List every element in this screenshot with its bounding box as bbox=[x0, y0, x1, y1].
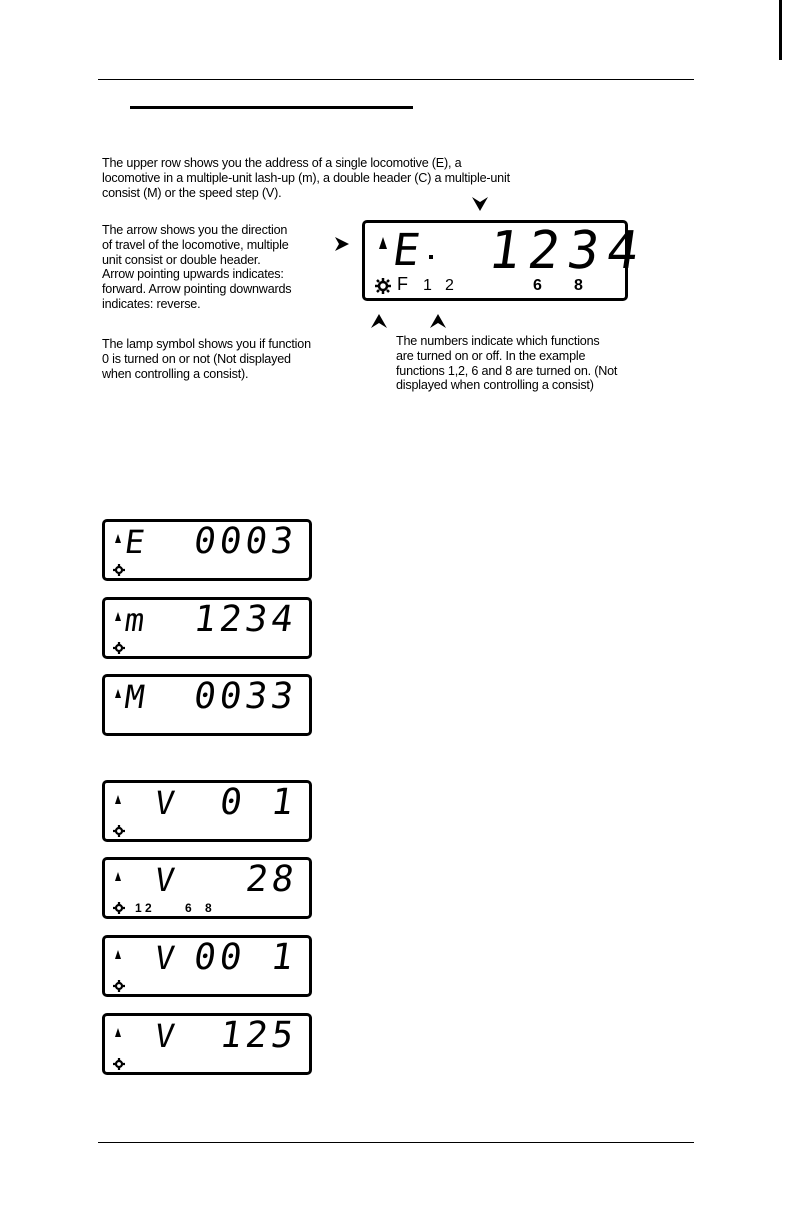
text-line: 0 is turned on or not (Not displayed bbox=[102, 351, 291, 366]
small-lcd-display bbox=[102, 935, 312, 997]
mode-letter: V bbox=[152, 939, 177, 977]
text-line: displayed when controlling a consist) bbox=[396, 378, 594, 393]
function-1: 1 bbox=[423, 277, 432, 294]
text-line: of travel of the locomotive, multiple bbox=[102, 237, 289, 252]
text-line: consist (M) or the speed step (V). bbox=[102, 185, 282, 200]
arrowhead-icon bbox=[430, 314, 446, 328]
value-digits: 1234 bbox=[191, 599, 300, 640]
arrow-paragraph bbox=[102, 223, 352, 312]
function-numbers: 1 2 6 8 bbox=[135, 901, 212, 915]
text-line: forward. Arrow pointing downwards bbox=[102, 282, 292, 297]
mode-letter: E bbox=[389, 225, 424, 276]
sun-icon bbox=[113, 642, 125, 654]
triangle-up-icon bbox=[115, 689, 121, 698]
lamp-paragraph bbox=[102, 337, 372, 381]
function-2: 2 bbox=[445, 277, 454, 294]
sun-icon bbox=[113, 902, 125, 914]
small-lcd-display bbox=[102, 597, 312, 659]
value-digits: 0003 bbox=[191, 521, 300, 562]
mode-letter: V bbox=[152, 1017, 177, 1055]
text-line: indicates: reverse. bbox=[102, 296, 201, 311]
sun-icon bbox=[113, 564, 125, 576]
value-digits: 0 1 bbox=[217, 782, 300, 823]
sun-icon bbox=[113, 825, 125, 837]
text-line: The arrow shows you the direction bbox=[102, 223, 288, 237]
text-line: unit consist or double header. bbox=[102, 252, 261, 267]
header-rule bbox=[98, 79, 694, 80]
big-lcd-display bbox=[362, 220, 651, 301]
small-lcd-display bbox=[102, 780, 312, 842]
value-digits: 125 bbox=[217, 1015, 300, 1056]
sun-icon bbox=[113, 980, 125, 992]
text-line: are turned on or off. In the example bbox=[396, 348, 586, 363]
sun-icon bbox=[113, 1058, 125, 1070]
sun-icon bbox=[375, 278, 391, 294]
mode-letter: V bbox=[152, 784, 177, 822]
function-6: 6 bbox=[533, 277, 542, 294]
arrowhead-icon bbox=[371, 314, 387, 328]
small-lcd-display bbox=[102, 674, 312, 736]
arrowhead-icon bbox=[472, 197, 488, 211]
text-line: locomotive in a multiple-unit lash-up (m), a double header (C) a multiple-unit bbox=[102, 170, 510, 185]
text-line: Arrow pointing upwards indicates: bbox=[102, 267, 284, 282]
arrowhead-icon bbox=[335, 237, 349, 251]
text-line: The upper row shows you the address of a single locomotive (E), a bbox=[102, 156, 462, 170]
triangle-up-icon bbox=[115, 950, 121, 959]
triangle-up-icon bbox=[115, 612, 121, 621]
page-edge-rule bbox=[779, 0, 782, 60]
value-digits: 00 1 bbox=[191, 937, 300, 978]
text-line: when controlling a consist). bbox=[102, 366, 249, 381]
mode-letter: E bbox=[122, 523, 147, 561]
mode-letter: M bbox=[122, 678, 147, 716]
triangle-up-icon bbox=[115, 1028, 121, 1037]
triangle-up-icon bbox=[115, 534, 121, 543]
mode-letter: V bbox=[152, 861, 177, 899]
function-prefix: F bbox=[397, 274, 408, 294]
triangle-up-icon bbox=[115, 795, 121, 804]
text-line: functions 1,2, 6 and 8 are turned on. (Not bbox=[396, 363, 618, 378]
footer-rule bbox=[98, 1142, 694, 1143]
text-line: The numbers indicate which functions bbox=[396, 334, 600, 348]
section-heading-underline bbox=[130, 106, 413, 109]
small-lcd-display bbox=[102, 857, 312, 919]
upper-row-paragraph bbox=[102, 156, 622, 200]
small-lcd-display bbox=[102, 1013, 312, 1075]
mode-dot bbox=[429, 255, 433, 259]
triangle-up-icon bbox=[379, 237, 387, 249]
value-digits: 28 bbox=[242, 859, 300, 900]
mode-letter: m bbox=[122, 601, 147, 639]
small-lcd-display bbox=[102, 519, 312, 581]
function-8: 8 bbox=[574, 277, 583, 294]
numbers-paragraph bbox=[396, 334, 696, 393]
address-digits: 1234 bbox=[484, 221, 651, 281]
triangle-up-icon bbox=[115, 872, 121, 881]
value-digits: 0033 bbox=[191, 676, 300, 717]
text-line: The lamp symbol shows you if function bbox=[102, 337, 311, 351]
